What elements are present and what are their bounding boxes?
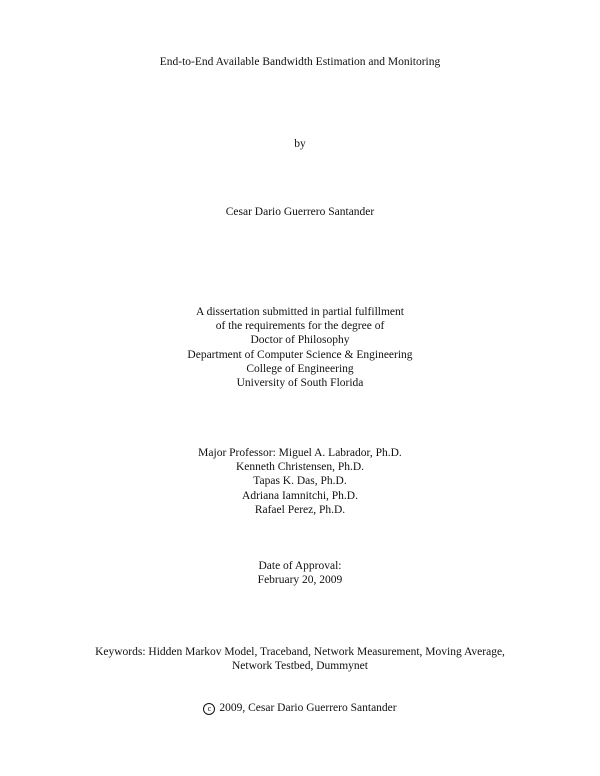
author-name: Cesar Dario Guerrero Santander <box>225 206 375 218</box>
copyright-icon: c <box>203 703 215 715</box>
approval-label: Date of Approval: <box>258 560 342 572</box>
copyright-notice <box>0 701 600 715</box>
submission-statement <box>0 305 600 390</box>
committee-member: Kenneth Christensen, Ph.D. <box>235 461 365 474</box>
committee-list <box>0 446 600 517</box>
committee-member: Rafael Perez, Ph.D. <box>254 503 346 516</box>
committee-member: Tapas K. Das, Ph.D. <box>253 475 347 488</box>
university-name: University of South Florida <box>236 377 364 390</box>
keywords-section <box>0 645 600 673</box>
department-name: Department of Computer Science & Engineering <box>187 348 413 361</box>
keywords-line: Network Testbed, Dummynet <box>231 660 368 673</box>
submission-line: A dissertation submitted in partial fulfillment <box>196 306 404 318</box>
keywords-line: Keywords: Hidden Markov Model, Traceband, Network Measurement, Moving Average, <box>95 646 505 658</box>
submission-line: of the requirements for the degree of <box>215 320 385 333</box>
major-professor: Major Professor: Miguel A. Labrador, Ph.D. <box>198 447 402 459</box>
copyright-text: 2009, Cesar Dario Guerrero Santander <box>219 702 397 714</box>
approval-date: February 20, 2009 <box>257 574 343 587</box>
by-line: by <box>294 138 306 150</box>
committee-member: Adriana Iamnitchi, Ph.D. <box>242 489 358 502</box>
dissertation-title: End-to-End Available Bandwidth Estimation and Monitoring <box>159 56 441 68</box>
approval-section <box>0 559 600 587</box>
degree-name: Doctor of Philosophy <box>250 334 350 347</box>
college-name: College of Engineering <box>246 362 354 375</box>
